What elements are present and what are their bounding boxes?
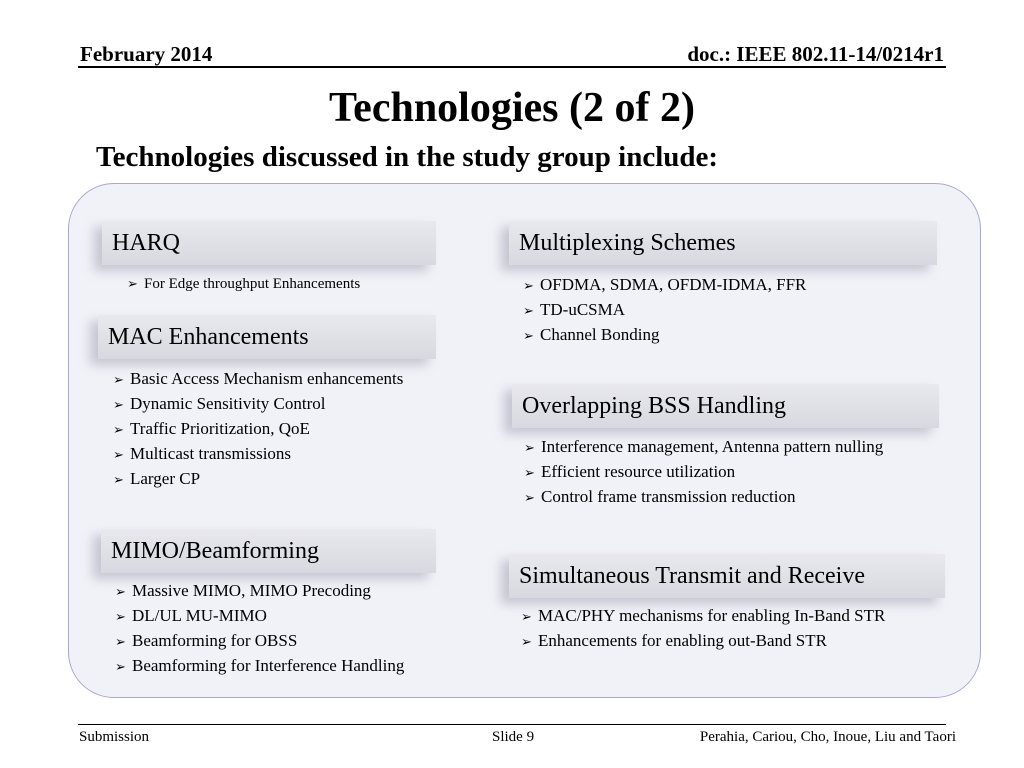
header-rule [78,66,946,68]
list-item-text: TD-uCSMA [540,300,626,319]
list-item-text: Interference management, Antenna pattern nulling [541,437,884,456]
list-item-text: For Edge throughput Enhancements [144,276,361,292]
arrow-bullet-icon: ➢ [523,303,534,318]
slide-title: Technologies (2 of 2) [329,85,695,131]
arrow-bullet-icon: ➢ [115,634,126,649]
list-item-text: Dynamic Sensitivity Control [130,394,326,413]
arrow-bullet-icon: ➢ [115,584,126,599]
mac-list [113,367,403,492]
arrow-bullet-icon: ➢ [115,609,126,624]
list-item [521,629,885,654]
harq-heading: HARQ [102,221,436,265]
list-item [115,654,404,679]
list-item [523,273,806,298]
list-item-text: Basic Access Mechanism enhancements [130,369,404,388]
mac-heading: MAC Enhancements [98,315,436,359]
list-item [524,460,904,485]
list-item-text: Traffic Prioritization, QoE [130,419,310,438]
arrow-bullet-icon: ➢ [521,609,532,624]
list-item-text: DL/UL MU-MIMO [132,606,267,625]
list-item-text: MAC/PHY mechanisms for enabling In-Band STR [538,606,886,625]
list-item [524,485,904,510]
arrow-bullet-icon: ➢ [524,440,535,455]
list-item-text: Efficient resource utilization [541,462,736,481]
list-item [113,417,403,442]
arrow-bullet-icon: ➢ [127,276,138,291]
header-date: February 2014 [80,42,213,66]
list-item [523,323,806,348]
footer-slide-number: Slide 9 [492,729,535,745]
list-item-text: Enhancements for enabling out-Band STR [538,631,827,650]
arrow-bullet-icon: ➢ [113,372,124,387]
list-item [115,604,404,629]
arrow-bullet-icon: ➢ [524,465,535,480]
header-doc-id: doc.: IEEE 802.11-14/0214r1 [687,42,944,66]
list-item [115,629,404,654]
multiplexing-heading: Multiplexing Schemes [509,221,937,265]
arrow-bullet-icon: ➢ [523,328,534,343]
harq-list [127,274,360,294]
footer-authors: Perahia, Cariou, Cho, Inoue, Liu and Taori [699,729,956,745]
list-item-text: OFDMA, SDMA, OFDM-IDMA, FFR [540,275,807,294]
arrow-bullet-icon: ➢ [521,634,532,649]
list-item [113,367,403,392]
arrow-bullet-icon: ➢ [113,397,124,412]
str-heading: Simultaneous Transmit and Receive [509,554,945,598]
list-item [523,298,806,323]
list-item-text: Multicast transmissions [130,444,292,463]
arrow-bullet-icon: ➢ [523,278,534,293]
list-item [113,392,403,417]
arrow-bullet-icon: ➢ [524,490,535,505]
mimo-heading: MIMO/Beamforming [101,529,436,573]
list-item [113,442,403,467]
list-item [521,604,885,629]
str-list [521,604,885,654]
list-item [524,435,904,460]
arrow-bullet-icon: ➢ [113,472,124,487]
list-item-text: Control frame transmission reduction [541,487,796,506]
list-item [113,467,403,492]
footer-submission: Submission [79,729,150,745]
list-item-text: Larger CP [130,469,201,488]
arrow-bullet-icon: ➢ [113,422,124,437]
list-item-text: Massive MIMO, MIMO Precoding [132,581,371,600]
arrow-bullet-icon: ➢ [113,447,124,462]
list-item-text: Beamforming for Interference Handling [132,656,405,675]
list-item-text: Beamforming for OBSS [132,631,298,650]
list-item [127,274,360,294]
list-item-text: Channel Bonding [540,325,660,344]
obss-list [524,435,904,510]
footer-rule [78,724,946,725]
multiplexing-list [523,273,806,348]
list-item [115,579,404,604]
arrow-bullet-icon: ➢ [115,659,126,674]
mimo-list [115,579,404,679]
slide-subtitle: Technologies discussed in the study group include: [96,141,719,173]
obss-heading: Overlapping BSS Handling [512,384,939,428]
